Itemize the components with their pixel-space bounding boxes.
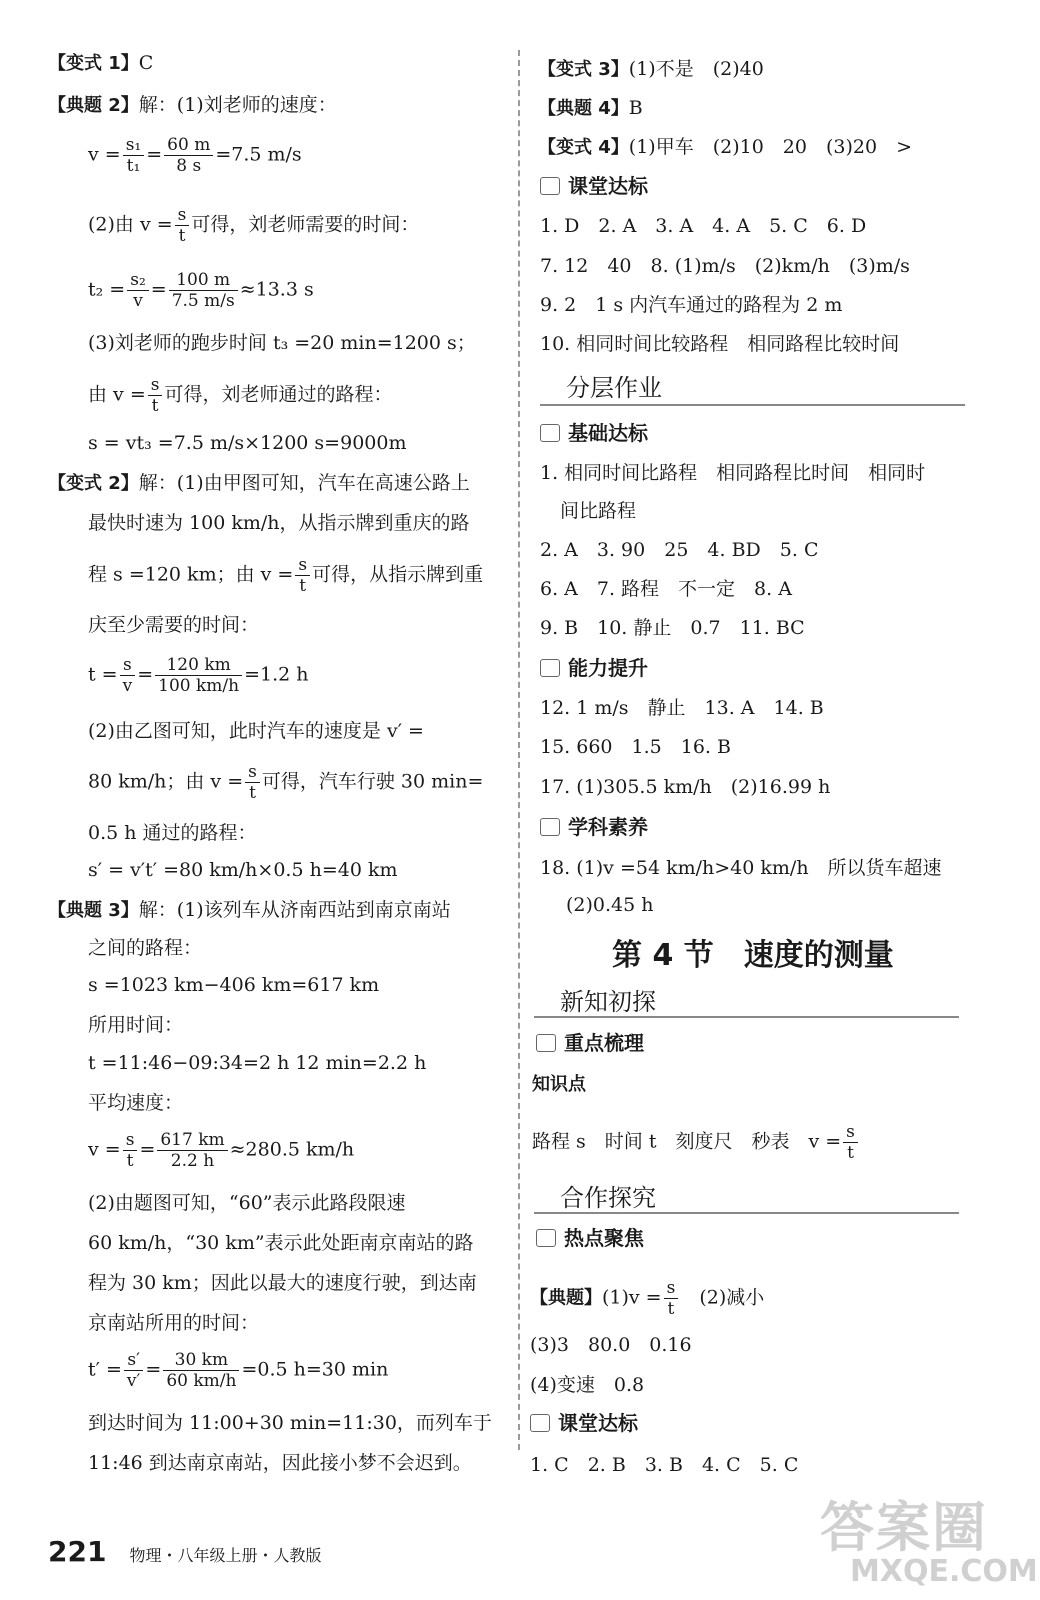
formula-line: t = $\frac{s}{v}$ = $\frac{120 km}{100 km/h}$ =1.2 h (88, 655, 309, 696)
text-line: 所用时间： (88, 1014, 184, 1036)
text-line: 0.5 h 通过的路程： (88, 822, 257, 844)
flask-icon (540, 424, 560, 442)
subsection-heading: 课堂达标 (540, 173, 648, 199)
column-divider (518, 50, 520, 1450)
text-line: (3)刘老师的跑步时间 t₃ =20 min=1200 s； (88, 332, 476, 354)
answer-line: (3)3 80.0 0.16 (530, 1334, 692, 1356)
pen-icon (536, 1034, 556, 1052)
formula-line: t′ = $\frac{s'}{v'}$ = $\frac{30 km}{60 km/h}$ =0.5 h=30 min (88, 1350, 389, 1391)
section-heading: 第 4 节 速度的测量 (612, 938, 894, 973)
formula-line: t =11:46−09:34=2 h 12 min=2.2 h (88, 1052, 427, 1074)
subsection-heading: 学科素养 (540, 814, 648, 840)
text-line: 京南站所用的时间： (88, 1312, 260, 1334)
answer-line: 1. 相同时间比路程 相同路程比时间 相同时 (540, 462, 926, 484)
text-line: 之间的路程： (88, 937, 203, 959)
text-line: 最快时速为 100 km/h，从指示牌到重庆的路 (88, 512, 470, 534)
text-line: 庆至少需要的时间： (88, 614, 260, 636)
answer-line: 【变式 4】(1)甲车 (2)10 20 (3)20 > (538, 136, 912, 158)
section-band-rule (534, 1016, 959, 1018)
answer-line: 【变式 1】C (48, 52, 154, 74)
subsection-heading: 重点梳理 (536, 1030, 644, 1056)
answer-line: 路程 s 时间 t 刻度尺 秒表 v = $\frac{s}{t}$ (532, 1122, 860, 1163)
text-line: 到达时间为 11:00+30 min=11:30，而列车于 (88, 1412, 492, 1434)
text-line: 由 v = $\frac{s}{t}$ 可得，刘老师通过的路程： (88, 375, 393, 416)
star-icon (540, 818, 560, 836)
answer-line: 7. 12 40 8. (1)m/s (2)km/h (3)m/s (540, 255, 910, 277)
subsection-heading: 基础达标 (540, 420, 648, 446)
text-line: 80 km/h；由 v = $\frac{s}{t}$ 可得，汽车行驶 30 min= (88, 762, 484, 803)
section-band-title: 合作探究 (560, 1184, 656, 1212)
answer-line: 15. 660 1.5 16. B (540, 736, 731, 758)
book-icon (530, 1414, 550, 1432)
text-line: (2)由题图可知，“60”表示此路段限速 (88, 1192, 406, 1214)
answer-line: 1. C 2. B 3. B 4. C 5. C (530, 1454, 799, 1476)
formula-line: v = $\frac{\text{s₁}}{\text{t₁}}$ = $\frac{60 m}{8 s}$ =7.5 m/s (88, 135, 302, 176)
answer-line: 【典题 4】B (538, 97, 643, 119)
page-number: 221 (48, 1535, 107, 1568)
book-icon (540, 177, 560, 195)
answer-line: 【变式 2】解：(1)由甲图可知，汽车在高速公路上 (48, 472, 470, 494)
text-line: 11:46 到达南京南站，因此接小梦不会迟到。 (88, 1452, 472, 1474)
answer-line: 6. A 7. 路程 不一定 8. A (540, 578, 792, 600)
section-band-title: 分层作业 (566, 374, 662, 402)
answer-line: 12. 1 m/s 静止 13. A 14. B (540, 697, 824, 719)
answer-line: (2)0.45 h (566, 894, 654, 916)
formula-line: s =1023 km−406 km=617 km (88, 974, 380, 996)
text-line: 平均速度： (88, 1092, 184, 1114)
answer-line: 18. (1)v =54 km/h>40 km/h 所以货车超速 (540, 857, 942, 879)
watermark-main: 答案圈 (820, 1496, 988, 1559)
formula-line: s′ = v′t′ =80 km/h×0.5 h=40 km (88, 859, 398, 881)
formula-line: v = $\frac{s}{t}$ = $\frac{617 km}{2.2 h}$ ≈280.5 km/h (88, 1130, 355, 1171)
answer-line: 【典题 2】解：(1)刘老师的速度： (48, 94, 337, 116)
answer-line: (4)变速 0.8 (530, 1374, 645, 1396)
fire-icon (536, 1229, 556, 1247)
text-line: 程 s =120 km；由 v = $\frac{s}{t}$ 可得，从指示牌到重 (88, 555, 484, 596)
section-band-title: 新知初探 (560, 988, 656, 1016)
text-line: (2)由乙图可知，此时汽车的速度是 v′ = (88, 720, 424, 742)
subsection-heading: 能力提升 (540, 655, 648, 681)
answer-line: 9. B 10. 静止 0.7 11. BC (540, 617, 805, 639)
answer-line: 【典题】(1)v = $\frac{s}{t}$ (2)减小 (530, 1278, 765, 1319)
answer-line: 9. 2 1 s 内汽车通过的路程为 2 m (540, 294, 843, 316)
subsection-heading: 课堂达标 (530, 1410, 638, 1436)
answer-line: 17. (1)305.5 km/h (2)16.99 h (540, 776, 831, 798)
subsection-heading: 热点聚焦 (536, 1225, 644, 1251)
gear-icon (540, 659, 560, 677)
text-line: 60 km/h，“30 km”表示此处距南京南站的路 (88, 1232, 474, 1254)
answer-line: 10. 相同时间比较路程 相同路程比较时间 (540, 333, 900, 355)
section-band-rule (534, 1212, 959, 1214)
formula-line: s = vt₃ =7.5 m/s×1200 s=9000m (88, 432, 407, 454)
text-line: 程为 30 km；因此以最大的速度行驶，到达南 (88, 1272, 477, 1294)
answer-line: 2. A 3. 90 25 4. BD 5. C (540, 539, 819, 561)
answer-line: 间比路程 (560, 500, 637, 522)
watermark (820, 1485, 1038, 1589)
answer-line: 【典题 3】解：(1)该列车从济南西站到南京南站 (48, 899, 451, 921)
page-footer (48, 1535, 322, 1568)
section-band-rule (540, 404, 965, 406)
answer-line: 1. D 2. A 3. A 4. A 5. C 6. D (540, 215, 867, 237)
book-title: 物理・八年级上册・人教版 (129, 1546, 322, 1565)
answer-line: 【变式 3】(1)不是 (2)40 (538, 58, 764, 80)
formula-line: t₂ = $\frac{\text{s₂}}{v}$ = $\frac{100 m}{7.5 m/s}$ ≈13.3 s (88, 270, 314, 311)
knowledge-label: 知识点 (532, 1074, 586, 1095)
text-line: (2)由 v = $\frac{s}{t}$ 可得，刘老师需要的时间： (88, 205, 420, 246)
watermark-url: MXQE.COM (850, 1554, 1038, 1589)
